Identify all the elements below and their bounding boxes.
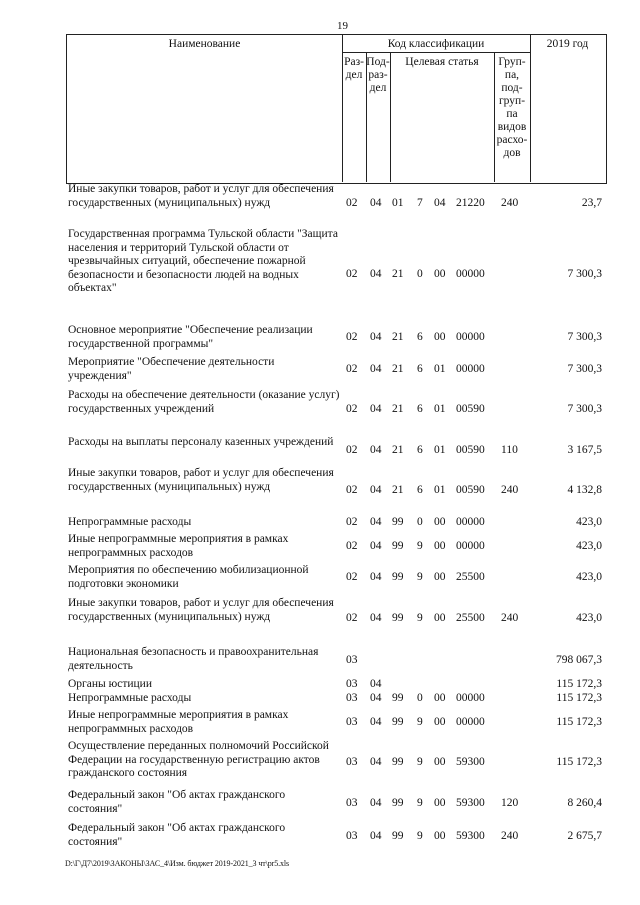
row-subprogram: 9 <box>417 756 423 768</box>
header-group: Груп- па, под- груп- па видов расхо- дов <box>496 56 528 159</box>
row-name: Федеральный закон "Об актах гражданского состояния" <box>68 822 286 848</box>
row-name: Органы юстиции <box>68 678 152 690</box>
row-direction: 25500 <box>456 571 485 583</box>
row-program: 99 <box>392 830 404 842</box>
row-podrazdel: 04 <box>370 363 382 375</box>
row-subprogram: 0 <box>417 692 423 704</box>
header-divider <box>342 52 530 53</box>
row-razdel: 02 <box>346 612 358 624</box>
row-event: 00 <box>434 612 446 624</box>
row-program: 21 <box>392 363 404 375</box>
row-direction: 00000 <box>456 716 485 728</box>
row-sum: 423,0 <box>576 571 602 583</box>
row-program: 21 <box>392 484 404 496</box>
row-sum: 115 172,3 <box>556 756 602 768</box>
row-subprogram: 6 <box>417 484 423 496</box>
page-number: 19 <box>337 20 348 32</box>
row-program: 99 <box>392 756 404 768</box>
row-event: 00 <box>434 692 446 704</box>
row-subprogram: 6 <box>417 403 423 415</box>
row-podrazdel: 04 <box>370 403 382 415</box>
row-expense-type: 120 <box>501 797 519 809</box>
row-subprogram: 9 <box>417 612 423 624</box>
row-direction: 00000 <box>456 516 485 528</box>
row-razdel: 02 <box>346 516 358 528</box>
row-razdel: 03 <box>346 678 358 690</box>
row-podrazdel: 04 <box>370 571 382 583</box>
row-sum: 3 167,5 <box>567 444 602 456</box>
row-podrazdel: 04 <box>370 692 382 704</box>
row-name: Иные закупки товаров, работ и услуг для обеспечения государственных (муниципальных) нужд <box>68 467 334 493</box>
row-direction: 59300 <box>456 830 485 842</box>
row-razdel: 02 <box>346 403 358 415</box>
row-podrazdel: 04 <box>370 444 382 456</box>
header-razdel: Раз- дел <box>344 56 364 81</box>
row-direction: 00590 <box>456 444 485 456</box>
row-razdel: 02 <box>346 444 358 456</box>
header-divider <box>390 52 391 182</box>
row-sum: 115 172,3 <box>556 678 602 690</box>
row-name: Иные закупки товаров, работ и услуг для обеспечения государственных (муниципальных) нужд <box>68 183 334 209</box>
row-direction: 59300 <box>456 756 485 768</box>
row-event: 01 <box>434 444 446 456</box>
row-podrazdel: 04 <box>370 516 382 528</box>
row-program: 99 <box>392 516 404 528</box>
row-direction: 00590 <box>456 484 485 496</box>
row-podrazdel: 04 <box>370 268 382 280</box>
row-name: Мероприятие "Обеспечение деятельности учреждения" <box>68 356 275 382</box>
header-target-article: Целевая статья <box>405 56 479 68</box>
row-program: 99 <box>392 797 404 809</box>
row-subprogram: 9 <box>417 540 423 552</box>
row-program: 21 <box>392 268 404 280</box>
row-name: Национальная безопасность и правоохранительная деятельность <box>68 646 319 672</box>
row-subprogram: 7 <box>417 197 423 209</box>
header-name: Наименование <box>168 38 241 50</box>
row-program: 21 <box>392 444 404 456</box>
row-expense-type: 110 <box>501 444 518 456</box>
row-sum: 7 300,3 <box>567 403 602 415</box>
header-divider <box>530 34 531 182</box>
row-sum: 7 300,3 <box>567 363 602 375</box>
row-event: 00 <box>434 331 446 343</box>
row-name: Иные непрограммные мероприятия в рамках непрограммных расходов <box>68 533 289 559</box>
row-podrazdel: 04 <box>370 331 382 343</box>
row-podrazdel: 04 <box>370 797 382 809</box>
row-sum: 23,7 <box>581 197 602 209</box>
row-direction: 00000 <box>456 268 485 280</box>
row-name: Иные закупки товаров, работ и услуг для обеспечения государственных (муниципальных) нужд <box>68 597 334 623</box>
row-program: 99 <box>392 571 404 583</box>
row-name: Расходы на обеспечение деятельности (оказание услуг) государственных учреждений <box>68 389 340 415</box>
row-program: 21 <box>392 331 404 343</box>
row-subprogram: 9 <box>417 571 423 583</box>
row-program: 99 <box>392 716 404 728</box>
row-subprogram: 9 <box>417 716 423 728</box>
header-year: 2019 год <box>546 38 589 50</box>
row-event: 00 <box>434 540 446 552</box>
header-classification-code: Код классификации <box>387 38 485 50</box>
row-program: 01 <box>392 197 404 209</box>
row-event: 04 <box>434 197 446 209</box>
row-sum: 115 172,3 <box>556 692 602 704</box>
row-podrazdel: 04 <box>370 716 382 728</box>
row-razdel: 02 <box>346 331 358 343</box>
row-event: 01 <box>434 363 446 375</box>
row-podrazdel: 04 <box>370 197 382 209</box>
row-direction: 25500 <box>456 612 485 624</box>
row-event: 00 <box>434 516 446 528</box>
row-subprogram: 9 <box>417 797 423 809</box>
row-event: 00 <box>434 797 446 809</box>
row-expense-type: 240 <box>501 197 519 209</box>
row-direction: 00590 <box>456 403 485 415</box>
row-program: 99 <box>392 540 404 552</box>
row-sum: 423,0 <box>576 516 602 528</box>
row-subprogram: 0 <box>417 516 423 528</box>
row-event: 00 <box>434 268 446 280</box>
row-subprogram: 6 <box>417 363 423 375</box>
row-program: 99 <box>392 612 404 624</box>
row-sum: 423,0 <box>576 612 602 624</box>
row-expense-type: 240 <box>501 830 519 842</box>
row-event: 00 <box>434 571 446 583</box>
row-sum: 423,0 <box>576 540 602 552</box>
row-name: Иные непрограммные мероприятия в рамках непрограммных расходов <box>68 709 289 735</box>
row-sum: 115 172,3 <box>556 716 602 728</box>
row-event: 00 <box>434 830 446 842</box>
row-direction: 00000 <box>456 540 485 552</box>
row-razdel: 03 <box>346 756 358 768</box>
row-razdel: 02 <box>346 540 358 552</box>
row-direction: 00000 <box>456 692 485 704</box>
row-razdel: 03 <box>346 797 358 809</box>
row-name: Непрограммные расходы <box>68 516 192 528</box>
row-event: 00 <box>434 716 446 728</box>
row-event: 01 <box>434 484 446 496</box>
row-name: Осуществление переданных полномочий Российской Федерации на государственную регистрацию актов гражданского состояния <box>68 740 329 779</box>
row-subprogram: 0 <box>417 268 423 280</box>
row-expense-type: 240 <box>501 484 519 496</box>
row-name: Основное мероприятие "Обеспечение реализации государственной программы" <box>68 324 313 350</box>
row-subprogram: 6 <box>417 331 423 343</box>
row-razdel: 02 <box>346 363 358 375</box>
row-program: 99 <box>392 692 404 704</box>
row-name: Непрограммные расходы <box>68 692 192 704</box>
row-sum: 2 675,7 <box>567 830 602 842</box>
row-razdel: 03 <box>346 654 358 666</box>
row-podrazdel: 04 <box>370 540 382 552</box>
row-sum: 798 067,3 <box>556 654 602 666</box>
row-podrazdel: 04 <box>370 612 382 624</box>
row-podrazdel: 04 <box>370 484 382 496</box>
row-sum: 8 260,4 <box>567 797 602 809</box>
row-expense-type: 240 <box>501 612 519 624</box>
row-podrazdel: 04 <box>370 756 382 768</box>
row-razdel: 03 <box>346 830 358 842</box>
row-sum: 7 300,3 <box>567 331 602 343</box>
row-podrazdel: 04 <box>370 830 382 842</box>
row-event: 01 <box>434 403 446 415</box>
row-name: Государственная программа Тульской области "Защита населения и территорий Тульской области от чрезвычайных ситуаций, обеспечение пожарной безопасности и безопасности людей на водных объектах" <box>68 228 338 294</box>
row-direction: 00000 <box>456 363 485 375</box>
row-sum: 7 300,3 <box>567 268 602 280</box>
row-name: Мероприятия по обеспечению мобилизационной подготовки экономики <box>68 564 309 590</box>
file-path-footer: D:\Г\Д7\2019\ЗАКОНЫ\ЗАС_4\Изм. бюджет 2019-2021_3 чт\pr5.xls <box>65 859 290 868</box>
row-razdel: 02 <box>346 268 358 280</box>
row-direction: 59300 <box>456 797 485 809</box>
row-razdel: 03 <box>346 716 358 728</box>
row-subprogram: 9 <box>417 830 423 842</box>
row-direction: 21220 <box>456 197 485 209</box>
row-subprogram: 6 <box>417 444 423 456</box>
row-direction: 00000 <box>456 331 485 343</box>
row-razdel: 02 <box>346 484 358 496</box>
row-razdel: 02 <box>346 571 358 583</box>
row-event: 00 <box>434 756 446 768</box>
row-sum: 4 132,8 <box>567 484 602 496</box>
row-razdel: 02 <box>346 197 358 209</box>
row-name: Расходы на выплаты персоналу казенных учреждений <box>68 436 334 448</box>
row-podrazdel: 04 <box>370 678 382 690</box>
row-name: Федеральный закон "Об актах гражданского состояния" <box>68 789 286 815</box>
row-razdel: 03 <box>346 692 358 704</box>
header-podrazdel: Под- раз- дел <box>366 56 390 94</box>
row-program: 21 <box>392 403 404 415</box>
